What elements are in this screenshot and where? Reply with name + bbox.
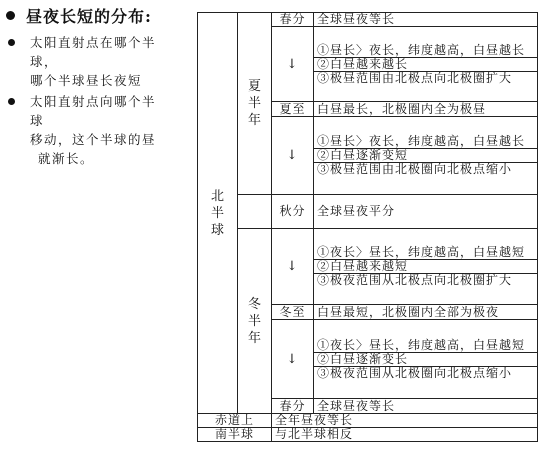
equator-label: 赤道上 xyxy=(198,414,272,428)
desc-summer-solstice: 白昼最长，北极圈内全为极昼 xyxy=(314,102,538,117)
note-1-line-2: 球， xyxy=(30,54,59,69)
desc-before-summer: ①昼长〉夜长，纬度越高，白昼越长 ②白昼越来越长 ③极昼范围由北极点向北极圈扩大 xyxy=(314,27,538,102)
section-heading: 昼夜长短的分布: xyxy=(6,4,152,27)
bullet-icon xyxy=(8,39,15,46)
term-summer-solstice: 夏至 xyxy=(272,102,314,117)
south-hemisphere-label: 南半球 xyxy=(198,428,272,442)
desc-autumn-equinox: 全球昼夜平分 xyxy=(314,195,538,229)
term-spring-equinox-2: 春分 xyxy=(272,399,314,414)
bullet-icon xyxy=(8,98,15,105)
day-night-table xyxy=(197,12,538,442)
arrow-icon: ↓ xyxy=(272,27,314,102)
desc-spring-equinox: 全球昼夜等长 xyxy=(314,13,538,27)
arrow-icon: ↓ xyxy=(272,117,314,195)
desc-winter-solstice: 白昼最短，北极圈内全部为极夜 xyxy=(314,305,538,320)
note-2-line-2: 球 xyxy=(30,113,45,128)
desc-after-winter: ①夜长〉昼长，纬度越高，白昼越短 ②白昼逐渐变长 ③极夜范围从北极圈向北极点缩小 xyxy=(314,320,538,399)
note-2-line-1: 太阳直射点向哪个半 xyxy=(30,94,157,109)
term-autumn-equinox: 秋分 xyxy=(272,195,314,229)
note-bullet-1 xyxy=(8,33,29,46)
note-2-line-3: 移动，这个半球的昼 xyxy=(30,132,157,147)
note-2-line-4: 就渐长。 xyxy=(38,151,95,166)
note-1-line-3: 哪个半球昼长夜短 xyxy=(30,73,143,88)
south-hemisphere-desc: 与北半球相反 xyxy=(272,428,538,442)
north-hemisphere-cell: 北半球 xyxy=(198,13,238,414)
desc-after-summer: ①昼长〉夜长，纬度越高，白昼越长 ②白昼逐渐变短 ③极昼范围由北极圈向北极点缩小 xyxy=(314,117,538,195)
summer-half-cell: 夏半年 xyxy=(238,13,272,195)
winter-half-cell: 冬半年 xyxy=(238,229,272,414)
note-bullet-2 xyxy=(8,92,29,105)
blank-cell xyxy=(238,195,272,229)
desc-spring-equinox-2: 全球昼夜等长 xyxy=(314,399,538,414)
equator-desc: 全年昼夜等长 xyxy=(272,414,538,428)
term-winter-solstice: 冬至 xyxy=(272,305,314,320)
arrow-icon: ↓ xyxy=(272,229,314,305)
term-spring-equinox: 春分 xyxy=(272,13,314,27)
note-1-line-1: 太阳直射点在哪个半 xyxy=(30,35,157,50)
arrow-icon: ↓ xyxy=(272,320,314,399)
bullet-icon xyxy=(6,11,15,20)
desc-before-winter: ①夜长〉昼长，纬度越高，白昼越短 ②白昼越来越短 ③极夜范围从北极点向北极圈扩大 xyxy=(314,229,538,305)
